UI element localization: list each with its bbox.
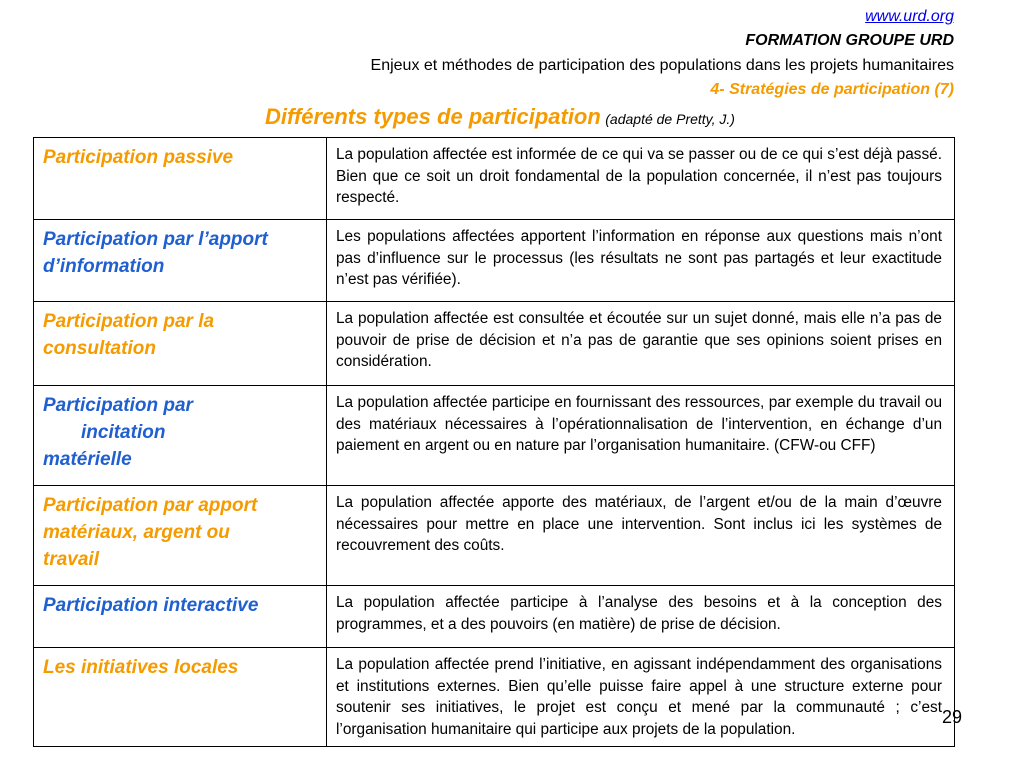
participation-type-label [34, 302, 326, 362]
participation-type-cell [34, 138, 327, 220]
participation-type-label [34, 386, 326, 473]
page-number: 29 [942, 707, 963, 727]
slide-title-source: (adapté de Pretty, J.) [605, 111, 735, 127]
participation-type-cell [34, 486, 327, 586]
participation-description: La population affectée est consultée et écoutée sur un sujet donné, mais elle n’a pas de pouvoir de prise de décision et n’a pas de garantie que ses opinions soient prises en considération. [336, 310, 942, 370]
participation-type-label [34, 138, 326, 171]
table-row [34, 586, 955, 648]
participation-type-label [34, 648, 326, 681]
participation-type-cell [34, 648, 327, 747]
participation-type-cell [34, 386, 327, 486]
label-line: matériaux, argent ou [43, 522, 230, 543]
participation-description-cell [327, 386, 955, 486]
course-subtitle: Enjeux et méthodes de participation des populations dans les projets humanitaires [370, 57, 954, 74]
participation-description-cell [327, 486, 955, 586]
table-row [34, 386, 955, 486]
participation-description: La population affectée prend l’initiative, en agissant indépendamment des organisations et institutions externes. Bien qu’elle puisse faire appel à une structure externe pour soutenir ses initiatives, le projet est conçu et mené par la communauté ; c’est l’organisation humanitaire qui participe aux projets de la population. [336, 656, 942, 738]
participation-description-cell [327, 302, 955, 386]
participation-description: La population affectée apporte des matériaux, de l’argent et/ou de la main d’œuvre nécessaires pour mettre en place une intervention. Sont inclus ici les systèmes de recouvrement des coûts. [336, 494, 942, 554]
table-row [34, 220, 955, 302]
slide-title [0, 104, 1000, 130]
participation-description: La population affectée est informée de ce qui va se passer ou de ce qui s’est déjà passé. Bien que ce soit un droit fondamental de la population concernée, il n’est pas toujours respecté. [336, 146, 942, 206]
label-line: Participation par la [43, 311, 215, 332]
table-row [34, 302, 955, 386]
table-row [34, 486, 955, 586]
table-row [34, 138, 955, 220]
label-line: d’information [43, 256, 165, 277]
participation-description-cell [327, 586, 955, 648]
participation-description: La population affectée participe en fournissant des ressources, par exemple du travail ou des matériaux nécessaires à l’opérationnalisation de l’intervention, en échange d’un paiement en argent ou en nature par l’organisation humanitaire. (CFW-ou CFF) [336, 394, 942, 454]
participation-description-cell [327, 648, 955, 747]
participation-type-cell [34, 220, 327, 302]
label-line: Participation passive [43, 147, 234, 168]
label-line: consultation [43, 338, 156, 359]
slide-title-main: Différents types de participation [265, 104, 601, 129]
label-line: Participation par [43, 395, 193, 416]
participation-type-cell [34, 586, 327, 648]
label-line: matérielle [43, 449, 132, 470]
label-line: travail [43, 549, 99, 570]
formation-heading: FORMATION GROUPE URD [745, 32, 954, 49]
participation-type-label [34, 486, 326, 573]
label-line: Participation par l’apport [43, 229, 268, 250]
participation-type-label [34, 220, 326, 280]
participation-type-cell [34, 302, 327, 386]
label-line: Les initiatives locales [43, 657, 239, 678]
participation-description-cell [327, 138, 955, 220]
participation-description: Les populations affectées apportent l’information en réponse aux questions mais n’ont pas d’influence sur le processus (les résultats ne sont pas partagés et leur exactitude n’est pas vérifiée). [336, 228, 942, 288]
participation-types-table [33, 137, 955, 747]
label-line: incitation [81, 422, 166, 443]
section-heading: 4- Stratégies de participation (7) [710, 81, 954, 98]
label-line: Participation par apport [43, 495, 258, 516]
website-link[interactable]: www.urd.org [865, 8, 954, 25]
participation-description-cell [327, 220, 955, 302]
participation-description: La population affectée participe à l’analyse des besoins et à la conception des programmes, et a des pouvoirs (en matière) de prise de décision. [336, 594, 942, 633]
label-line: Participation interactive [43, 595, 259, 616]
participation-type-label [34, 586, 326, 619]
table-row [34, 648, 955, 747]
